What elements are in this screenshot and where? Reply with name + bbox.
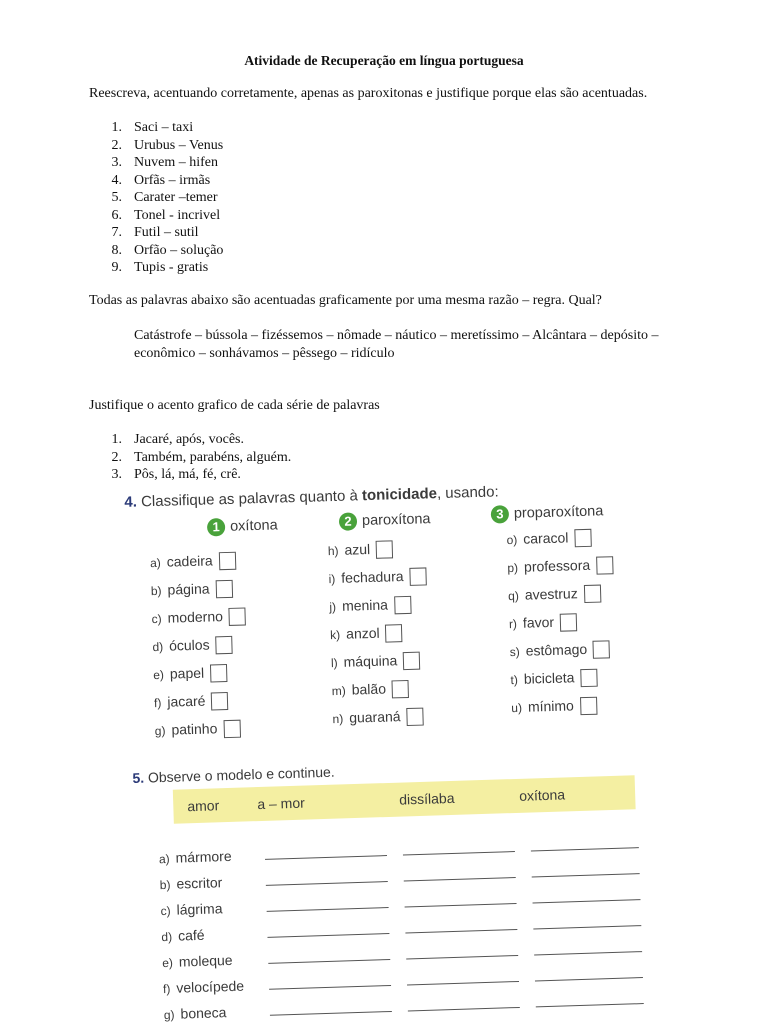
list-item: o) caracol <box>506 529 591 550</box>
list-item: 7. Futil – sutil <box>111 225 199 240</box>
list-item: 1. Jacaré, após, vocês. <box>111 432 245 447</box>
list-item: u) mínimo <box>511 697 597 718</box>
q1-list <box>100 119 223 277</box>
answer-line[interactable] <box>406 955 518 960</box>
list-item: g) patinho <box>155 720 241 741</box>
answer-box[interactable] <box>215 636 232 654</box>
answer-box[interactable] <box>403 652 420 670</box>
list-item: n) guaraná <box>332 708 424 729</box>
answer-box[interactable] <box>406 708 423 726</box>
list-item: d) café <box>161 926 205 945</box>
page-title: Atividade de Recuperação em língua portuguesa <box>244 53 524 68</box>
list-item: q) avestruz <box>508 585 601 606</box>
answer-line[interactable] <box>267 907 389 912</box>
list-item: f) velocípede <box>162 977 245 997</box>
list-item: 2. Também, parabéns, alguém. <box>111 449 292 465</box>
list-item: 3. Nuvem – hifen <box>111 155 218 170</box>
answer-box[interactable] <box>409 568 426 586</box>
answer-box[interactable] <box>560 614 577 632</box>
answer-line[interactable] <box>533 899 641 903</box>
list-item: m) balão <box>332 680 410 700</box>
list-item: e) moleque <box>162 951 233 971</box>
list-item: 9. Tupis - gratis <box>111 260 209 275</box>
list-item: 1. Saci – taxi <box>111 120 194 135</box>
exercise-4 <box>118 473 647 737</box>
category-proparoxitona: 3 proparoxítona <box>491 502 604 523</box>
answer-box[interactable] <box>218 552 235 570</box>
list-item: t) bicicleta <box>510 669 597 690</box>
list-item: c) moderno <box>151 607 246 628</box>
answer-box[interactable] <box>580 669 597 687</box>
answer-box[interactable] <box>583 585 600 603</box>
list-item: c) lágrima <box>160 900 223 919</box>
list-item: d) óculos <box>152 636 233 657</box>
answer-box[interactable] <box>211 692 228 710</box>
answer-line[interactable] <box>534 951 642 955</box>
answer-box[interactable] <box>593 641 610 659</box>
answer-box[interactable] <box>392 680 409 698</box>
answer-line[interactable] <box>270 1011 392 1016</box>
list-item: a) cadeira <box>150 552 236 573</box>
answer-box[interactable] <box>580 697 597 715</box>
model-syllables: dissílaba <box>398 789 455 808</box>
exercise-5 <box>132 749 655 1024</box>
list-item: 8. Orfão – solução <box>111 242 224 258</box>
answer-box[interactable] <box>394 596 411 614</box>
answer-line[interactable] <box>269 985 391 990</box>
list-item: p) professora <box>507 556 613 577</box>
answer-line[interactable] <box>533 925 641 929</box>
q2-instruction: Todas as palavras abaixo são acentuadas graficamente por uma mesma razão – regra. Qual? <box>89 293 602 308</box>
list-item: 4. Orfãs – irmãs <box>111 172 211 188</box>
answer-line[interactable] <box>403 851 515 856</box>
q2-words-line1: Catástrofe – bússola – fizéssemos – nômade – náutico – meretíssimo – Alcântara – depósito – <box>134 328 659 343</box>
list-item: g) boneca <box>163 1004 227 1023</box>
list-item: 3. Pôs, lá, má, fé, crê. <box>111 467 241 482</box>
list-item: k) anzol <box>330 624 403 644</box>
q3-list <box>100 431 291 484</box>
answer-line[interactable] <box>532 873 640 877</box>
q1-instruction: Reescreva, acentuando corretamente, apenas as paroxitonas e justifique porque elas são acentuadas. <box>89 86 648 101</box>
list-item: j) menina <box>329 596 411 617</box>
answer-line[interactable] <box>267 933 389 938</box>
answer-line[interactable] <box>268 959 390 964</box>
answer-box[interactable] <box>596 557 613 575</box>
list-item: b) página <box>151 580 233 601</box>
answer-line[interactable] <box>266 881 388 886</box>
list-item: 5. Carater –temer <box>111 190 218 205</box>
category-paroxitona: 2 paroxítona <box>339 510 431 531</box>
answer-box[interactable] <box>210 664 227 682</box>
answer-line[interactable] <box>405 929 517 934</box>
answer-line[interactable] <box>405 903 517 908</box>
answer-box[interactable] <box>574 529 591 547</box>
answer-box[interactable] <box>215 580 232 598</box>
answer-line[interactable] <box>536 1003 644 1007</box>
model-split: a – mor <box>257 794 305 813</box>
list-item: h) azul <box>328 540 394 560</box>
list-item: e) papel <box>153 664 227 684</box>
ex4-instruction: 4. Classifique as palavras quanto à tonicidade, usando: <box>124 483 499 511</box>
answer-box[interactable] <box>385 624 402 642</box>
list-item: a) mármore <box>158 847 232 867</box>
answer-line[interactable] <box>265 855 387 860</box>
answer-line[interactable] <box>407 981 519 986</box>
list-item: 2. Urubus – Venus <box>111 137 224 153</box>
list-item: r) favor <box>509 613 578 633</box>
ex5-instruction: 5. Observe o modelo e continue. <box>132 763 335 786</box>
q3-instruction: Justifique o acento grafico de cada série de palavras <box>89 398 380 413</box>
q2-words-line2: econômico – sonhávamos – pêssego – ridículo <box>134 346 395 361</box>
list-item: l) máquina <box>331 652 421 673</box>
answer-box[interactable] <box>376 541 393 559</box>
model-tonicity: oxítona <box>518 786 566 804</box>
model-word: amor <box>187 797 220 815</box>
answer-box[interactable] <box>229 608 246 626</box>
category-oxitona: 1 oxítona <box>207 517 278 537</box>
list-item: s) estômago <box>509 640 610 661</box>
answer-line[interactable] <box>531 847 639 851</box>
answer-box[interactable] <box>223 720 240 738</box>
answer-line[interactable] <box>408 1007 520 1012</box>
list-item: i) fechadura <box>328 567 426 588</box>
list-item: f) jacaré <box>154 692 229 712</box>
answer-line[interactable] <box>404 877 516 882</box>
list-item: b) escritor <box>159 874 223 893</box>
list-item: 6. Tonel - incrivel <box>111 207 221 223</box>
answer-line[interactable] <box>535 977 643 981</box>
